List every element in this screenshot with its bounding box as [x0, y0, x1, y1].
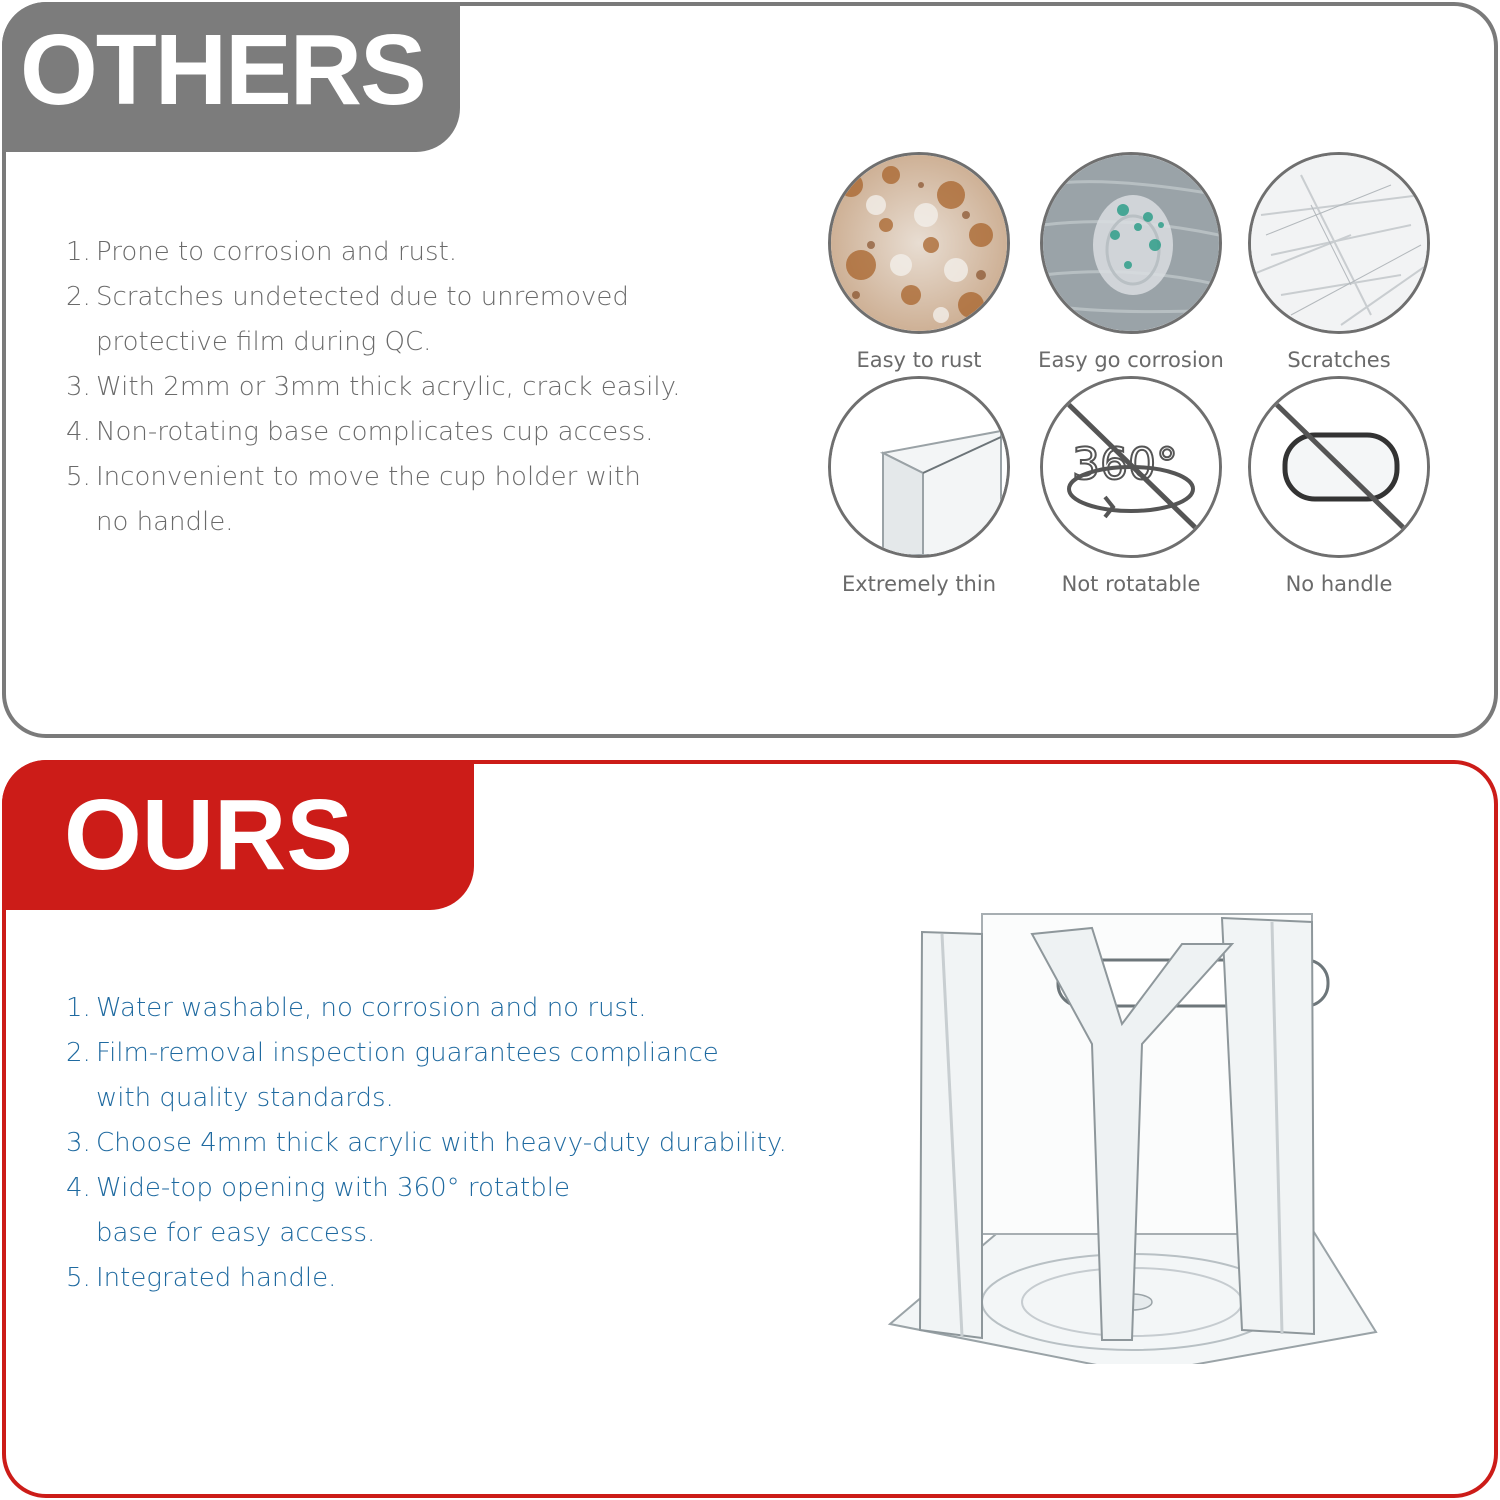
corrosion-stain-icon [1040, 152, 1222, 334]
thin-acrylic-edge-icon [828, 376, 1010, 558]
ours-header: OURS [2, 760, 474, 910]
others-point: 1. Prone to corrosion and rust. [66, 237, 458, 267]
ours-point: 5. Integrated handle. [66, 1263, 337, 1293]
scratched-surface-icon [1248, 152, 1430, 334]
others-panel [2, 2, 1498, 738]
others-point: 2. Scratches undetected due to unremoved protective film during QC. [66, 282, 629, 357]
ours-point: 3. Choose 4mm thick acrylic with heavy-duty durability. [66, 1128, 787, 1158]
others-points-list [66, 230, 766, 545]
issue-easy-to-rust: Easy to rust [814, 152, 1024, 372]
others-point: 5. Inconvenient to move the cup holder with no handle. [66, 462, 641, 537]
ours-point: 1. Water washable, no corrosion and no rust. [66, 993, 647, 1023]
others-header: OTHERS [2, 2, 460, 152]
others-point: 3. With 2mm or 3mm thick acrylic, crack easily. [66, 372, 681, 402]
issue-easy-go-corrosion: Easy go corrosion [1026, 152, 1236, 372]
ours-points-list [66, 986, 826, 1301]
issue-not-rotatable: 360° Not rotatable [1026, 376, 1236, 596]
no-handle-icon [1248, 376, 1430, 558]
others-point: 4. Non-rotating base complicates cup access. [66, 417, 654, 447]
no-360-rotation-icon [1040, 376, 1222, 558]
ours-point: 2. Film-removal inspection guarantees compliance with quality standards. [66, 1038, 719, 1113]
ours-point: 4. Wide-top opening with 360° rotatble base for easy access. [66, 1173, 570, 1248]
svg-text:360°: 360° [1072, 439, 1178, 490]
issue-no-handle: No handle [1234, 376, 1444, 596]
ours-panel [2, 760, 1498, 1498]
issue-scratches: Scratches [1234, 152, 1444, 372]
rust-texture-icon [828, 152, 1010, 334]
issue-extremely-thin: Extremely thin [814, 376, 1024, 596]
clear-acrylic-cup-holder-icon [882, 904, 1382, 1368]
